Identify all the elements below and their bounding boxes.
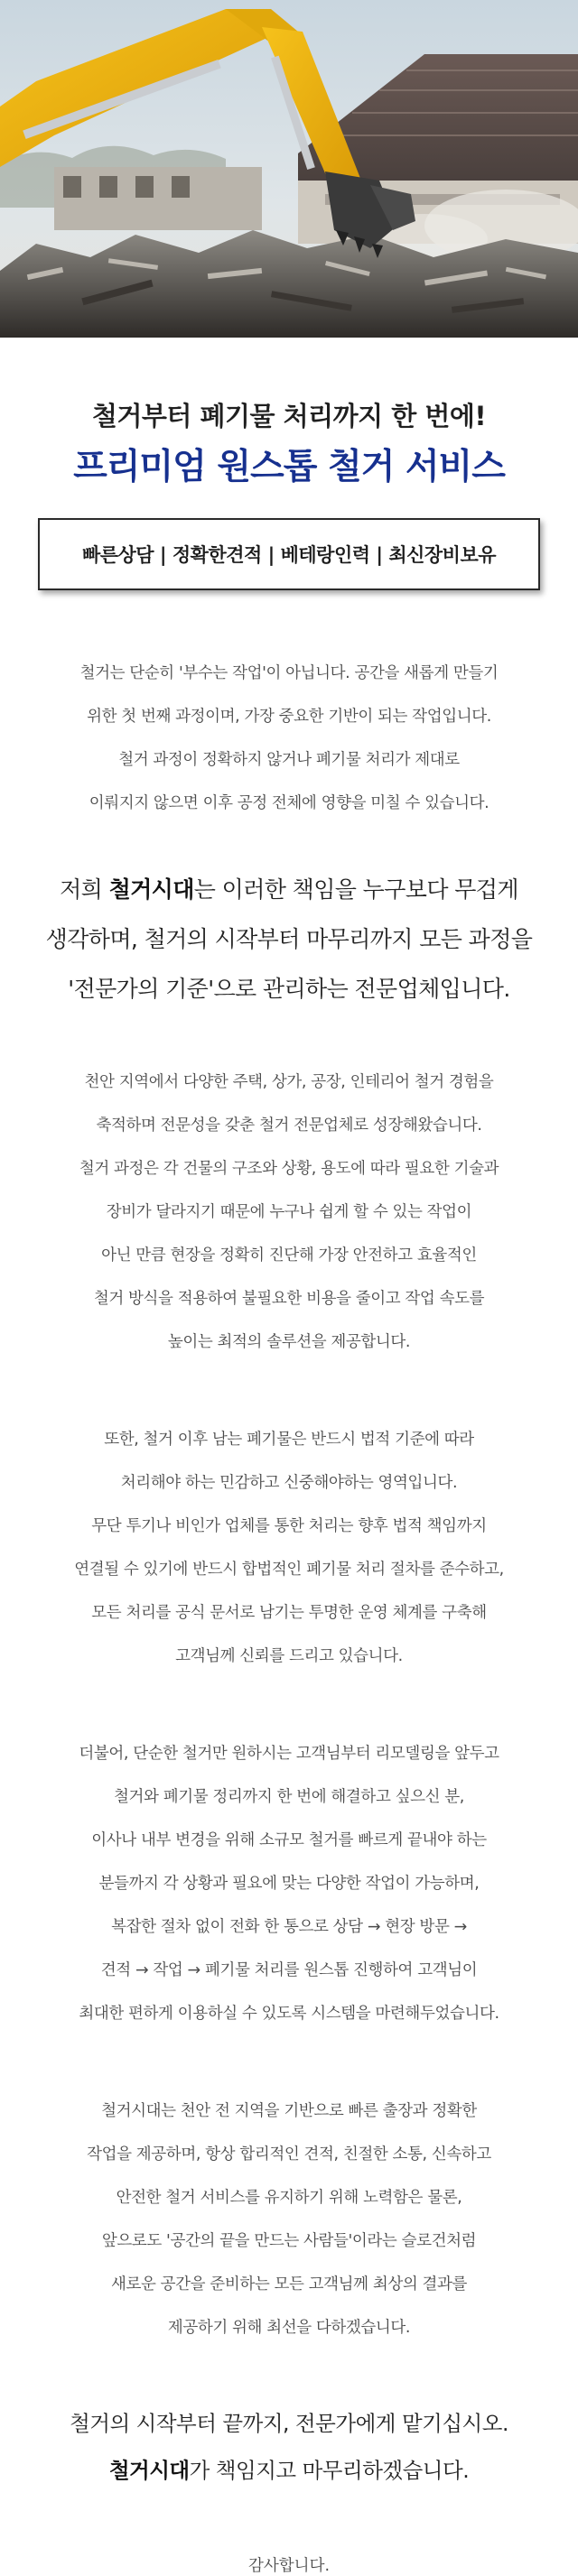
paragraph-line: 철거시대는 천안 전 지역을 기반으로 빠른 출장과 정확한 [101,2101,477,2120]
service-paragraph [0,1732,578,2035]
thanks-text: 감사합니다. [247,2556,331,2575]
paragraph-line: 무단 투기나 비인가 업체를 통한 처리는 향후 법적 책임까지 [91,1516,487,1535]
closing-line-1: 철거의 시작부터 끝까지, 전문가에게 맡기십시오. [70,2410,508,2436]
intro-paragraph [0,652,578,825]
paragraph-line: 아닌 만큼 현장을 정확히 진단해 가장 안전하고 효율적인 [101,1246,477,1265]
paragraph-line: 최대한 편하게 이용하실 수 있도록 시스템을 마련해두었습니다. [79,2004,499,2023]
paragraph-line: 안전한 철거 서비스를 유지하기 위해 노력함은 물론, [116,2188,462,2207]
hero-image [0,0,578,338]
closing-line-2 [0,2447,578,2494]
headline-subtitle: 철거부터 폐기물 처리까지 한 번에! [91,401,487,431]
paragraph-line: 복잡한 절차 없이 전화 한 통으로 상담 → 현장 방문 → [111,1917,467,1936]
paragraph-line: 연결될 수 있기에 반드시 합법적인 폐기물 처리 절차를 준수하고, [74,1560,504,1579]
closing-statement [0,2400,578,2494]
intro-line: 이뤄지지 않으면 이후 공정 전체에 영향을 미칠 수 있습니다. [89,793,489,812]
paragraph-line: 축적하며 전문성을 갖춘 철거 전문업체로 성장해왔습니다. [96,1116,482,1135]
lead-prefix: 저희 [60,876,109,903]
paragraph-line: 분들까지 각 상황과 필요에 맞는 다양한 작업이 가능하며, [98,1874,480,1893]
headline [0,401,578,489]
lead-statement [0,865,578,1014]
paragraph-line: 모든 처리를 공식 문서로 남기는 투명한 운영 체계를 구축해 [91,1603,487,1622]
lead-line-3: '전문가의 기준'으로 관리하는 전문업체입니다. [68,975,510,1002]
intro-line: 위한 첫 번째 과정이며, 가장 중요한 기반이 되는 작업입니다. [87,707,491,726]
paragraph-line: 천안 지역에서 다양한 주택, 상가, 공장, 인테리어 철거 경험을 [84,1072,494,1091]
headline-title: 프리미엄 원스톱 철거 서비스 [73,446,505,487]
brand-name: 철거시대 [108,2457,190,2483]
paragraph-line: 장비가 달라지기 때문에 누구나 쉽게 할 수 있는 작업이 [106,1202,472,1221]
paragraph-line: 철거와 폐기물 정리까지 한 번에 해결하고 싶으신 분, [114,1787,464,1806]
intro-line: 철거 과정이 정확하지 않거나 폐기물 처리가 제대로 [118,750,460,769]
feature-tag-box [38,518,540,590]
paragraph-line: 높이는 최적의 솔루션을 제공합니다. [167,1332,411,1351]
closing-suffix: 가 책임지고 마무리하겠습니다. [189,2457,470,2483]
intro-line: 철거는 단순히 '부수는 작업'이 아닙니다. 공간을 새롭게 만들기 [79,663,499,682]
lead-line-2: 생각하며, 철거의 시작부터 마무리까지 모든 과정을 [45,925,533,952]
paragraph-line: 새로운 공간을 준비하는 모든 고객님께 최상의 결과를 [110,2275,468,2293]
lead-line-1 [0,865,578,914]
paragraph-line: 견적 → 작업 → 폐기물 처리를 원스톱 진행하여 고객님이 [100,1960,478,1979]
paragraph-line: 제공하기 위해 최선을 다하겠습니다. [167,2318,411,2337]
paragraph-line: 앞으로도 '공간의 끝을 만드는 사람들'이라는 슬로건처럼 [101,2231,477,2250]
paragraph-line: 처리해야 하는 민감하고 신중해야하는 영역입니다. [120,1473,458,1492]
paragraph-line: 고객님께 신뢰를 드리고 있습니다. [175,1646,403,1665]
paragraph-line: 또한, 철거 이후 남는 폐기물은 반드시 법적 기준에 따라 [104,1430,474,1449]
paragraph-line: 철거 과정은 각 건물의 구조와 상황, 용도에 따라 필요한 기술과 [79,1159,499,1178]
paragraph-line: 이사나 내부 변경을 위해 소규모 철거를 빠르게 끝내야 하는 [91,1830,487,1849]
waste-paragraph [0,1418,578,1678]
paragraph-line: 철거 방식을 적용하여 불필요한 비용을 줄이고 작업 속도를 [93,1289,485,1308]
paragraph-line: 작업을 제공하며, 항상 합리적인 견적, 친절한 소통, 신속하고 [87,2145,491,2164]
excavator-demolition-illustration [0,0,578,338]
paragraph-line: 더불어, 단순한 철거만 원하시는 고객님부터 리모델링을 앞두고 [79,1744,499,1763]
experience-paragraph [0,1061,578,1364]
promise-paragraph [0,2090,578,2349]
feature-tags: 빠른상담 | 정확한견적 | 베테랑인력 | 최신장비보유 [81,543,497,566]
brand-name: 철거시대 [108,876,194,903]
lead-suffix: 는 이러한 책임을 누구보다 무겁게 [193,876,518,903]
